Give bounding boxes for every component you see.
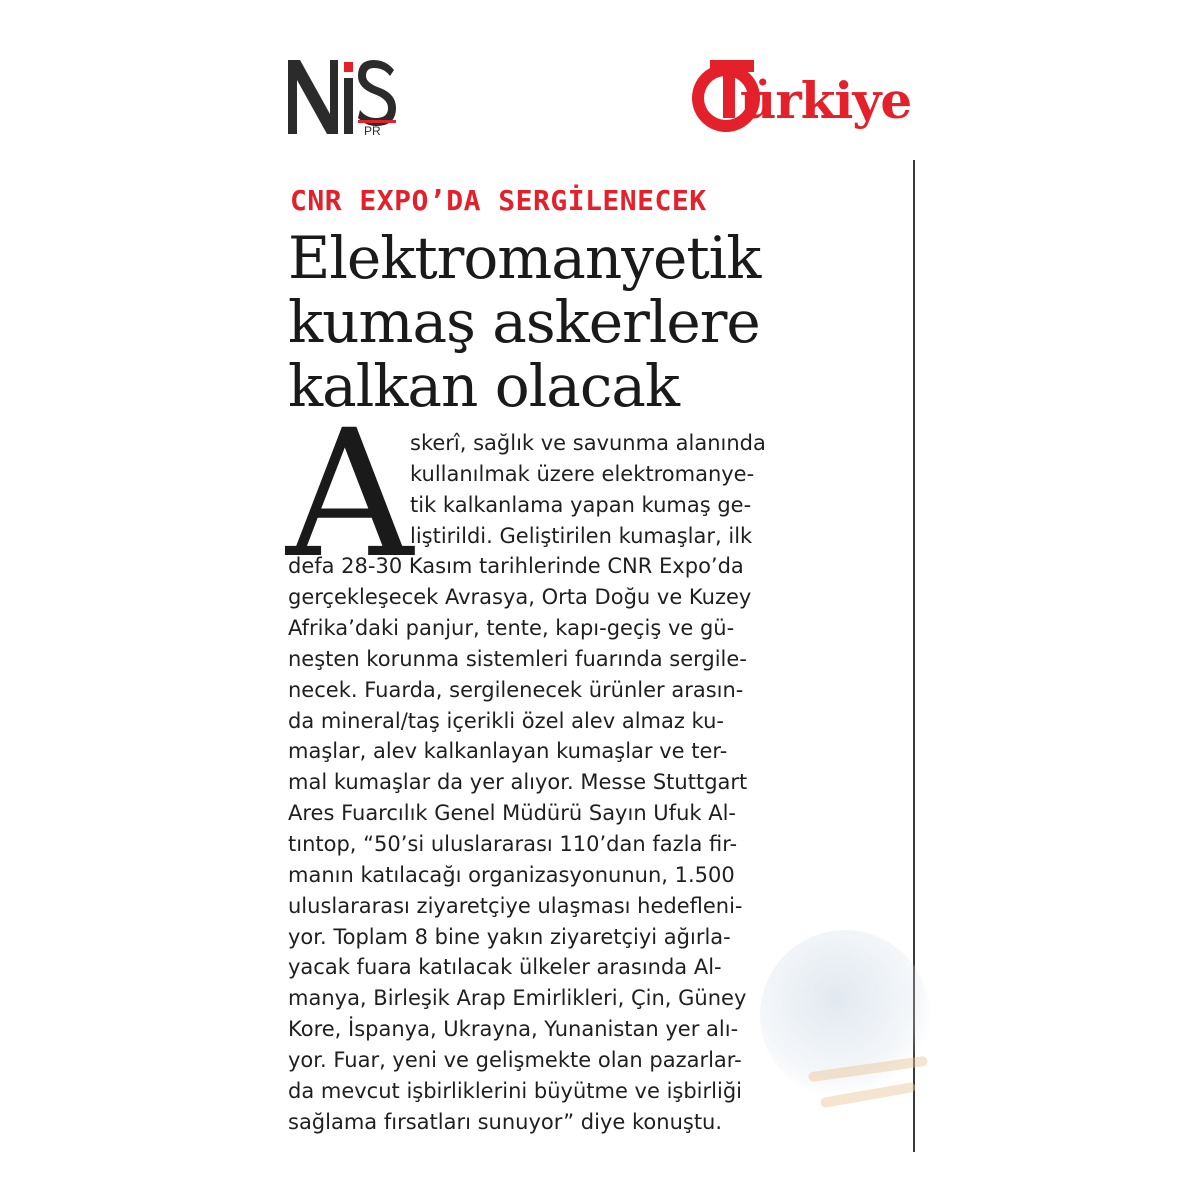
body-line: yacak fuara katılacak ülkeler arasında Al- — [288, 955, 722, 980]
article-headline — [288, 226, 908, 418]
turkiye-logo — [690, 38, 922, 142]
body-line: uluslararası ziyaretçiye ulaşması hedefleni- — [288, 893, 743, 918]
body-line: mal kumaşlar da yer alıyor. Messe Stuttgart — [288, 770, 748, 795]
body-line: da mineral/taş içerikli özel alev almaz ku- — [288, 708, 724, 733]
headline-line: kumaş askerlere — [288, 288, 760, 356]
body-line: sağlama fırsatları sunuyor” diye konuştu. — [288, 1109, 723, 1134]
body-line: kullanılmak üzere elektromanye- — [410, 461, 755, 486]
body-line: yor. Toplam 8 bine yakın ziyaretçiyi ağırla- — [288, 924, 731, 949]
body-line: neşten korunma sistemleri fuarında sergile- — [288, 646, 747, 671]
body-line: gerçekleşecek Avrasya, Orta Doğu ve Kuzey — [288, 585, 752, 610]
turkiye-logo-text: ürkiye — [740, 71, 912, 130]
body-line: tıntop, “50’si uluslararası 110’dan fazla fir- — [288, 831, 738, 856]
article-kicker: CNR EXPO’DA SERGİLENECEK — [290, 184, 707, 217]
article-body — [288, 428, 908, 1137]
body-line: yor. Fuar, yeni ve gelişmekte olan pazarlar- — [288, 1047, 742, 1072]
body-line: liştirildi. Geliştirilen kumaşlar, ilk — [410, 523, 753, 548]
body-line: necek. Fuarda, sergilenecek ürünler arasın- — [288, 677, 744, 702]
body-line: manın katılacağı organizasyonunun, 1.500 — [288, 862, 735, 887]
body-line: tik kalkanlama yapan kumaş ge- — [410, 492, 752, 517]
headline-line: kalkan olacak — [288, 352, 680, 420]
nis-pr-sub: PR — [364, 124, 381, 136]
drop-cap: A — [286, 392, 414, 597]
nis-pr-logo — [286, 56, 398, 136]
body-line: Kore, İspanya, Ukrayna, Yunanistan yer alı- — [288, 1017, 739, 1042]
body-line: Ares Fuarcılık Genel Müdürü Sayın Ufuk Al- — [288, 801, 736, 826]
body-line: skerî, sağlık ve savunma alanında — [410, 431, 766, 455]
body-line: Afrika’daki panjur, tente, kapı-geçiş ve gü- — [288, 616, 735, 641]
body-line: maşlar, alev kalkanlayan kumaşlar ve ter- — [288, 739, 728, 764]
body-line: da mevcut işbirliklerini büyütme ve işbirliği — [288, 1078, 742, 1103]
body-line: defa 28-30 Kasım tarihlerinde CNR Expo’da — [288, 554, 744, 579]
headline-line: Elektromanyetik — [288, 224, 761, 292]
body-line: manya, Birleşik Arap Emirlikleri, Çin, Güney — [288, 986, 747, 1011]
